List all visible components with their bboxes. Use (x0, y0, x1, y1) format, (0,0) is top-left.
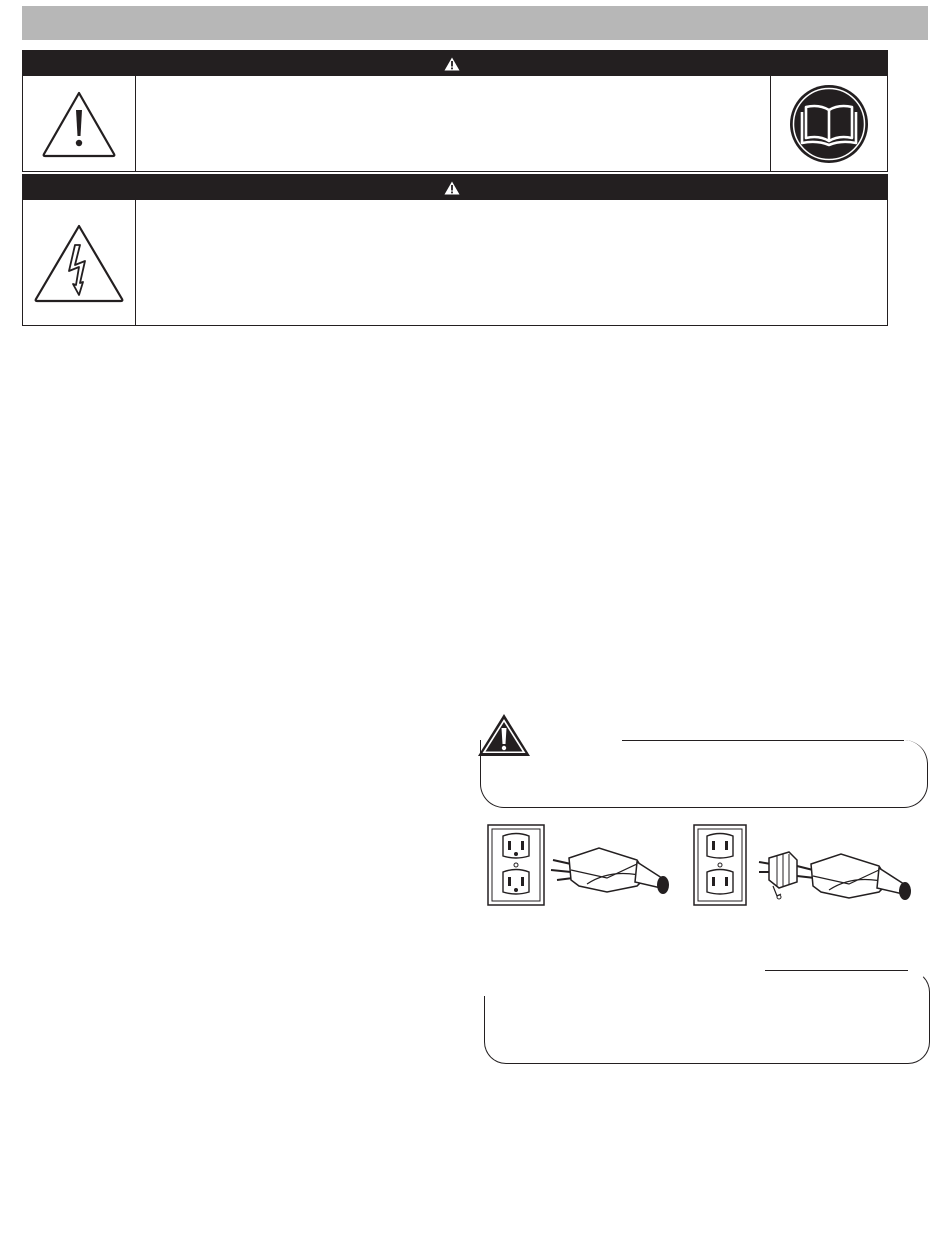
note-callout-stub (484, 996, 485, 1010)
section-header-bar (22, 6, 928, 40)
warning-triangle-icon (444, 181, 460, 195)
note-callout-rule (765, 970, 908, 971)
warning-band (23, 51, 887, 76)
caution-callout-rule (622, 740, 904, 741)
warning-icon-cell (23, 76, 136, 171)
grounded-outlet-with-adapter-plug-icon (693, 824, 933, 914)
caution-icon-holder (476, 712, 532, 763)
shock-icon-cell (23, 200, 136, 325)
warning-triangle-icon (444, 57, 460, 71)
manual-icon-cell (770, 76, 887, 171)
exclamation-triangle-icon (476, 712, 532, 758)
note-callout-gap (482, 968, 492, 996)
warning-band (23, 175, 887, 200)
electric-shock-triangle-icon (33, 223, 125, 303)
warning-box-read-manual (22, 50, 888, 172)
warning-box-electric-shock (22, 174, 888, 326)
exclamation-triangle-icon (41, 90, 117, 158)
caution-callout-box (480, 740, 928, 808)
grounded-outlet-with-three-prong-plug-icon (487, 824, 677, 908)
read-manual-book-icon (789, 84, 869, 164)
note-callout-box (484, 970, 930, 1064)
